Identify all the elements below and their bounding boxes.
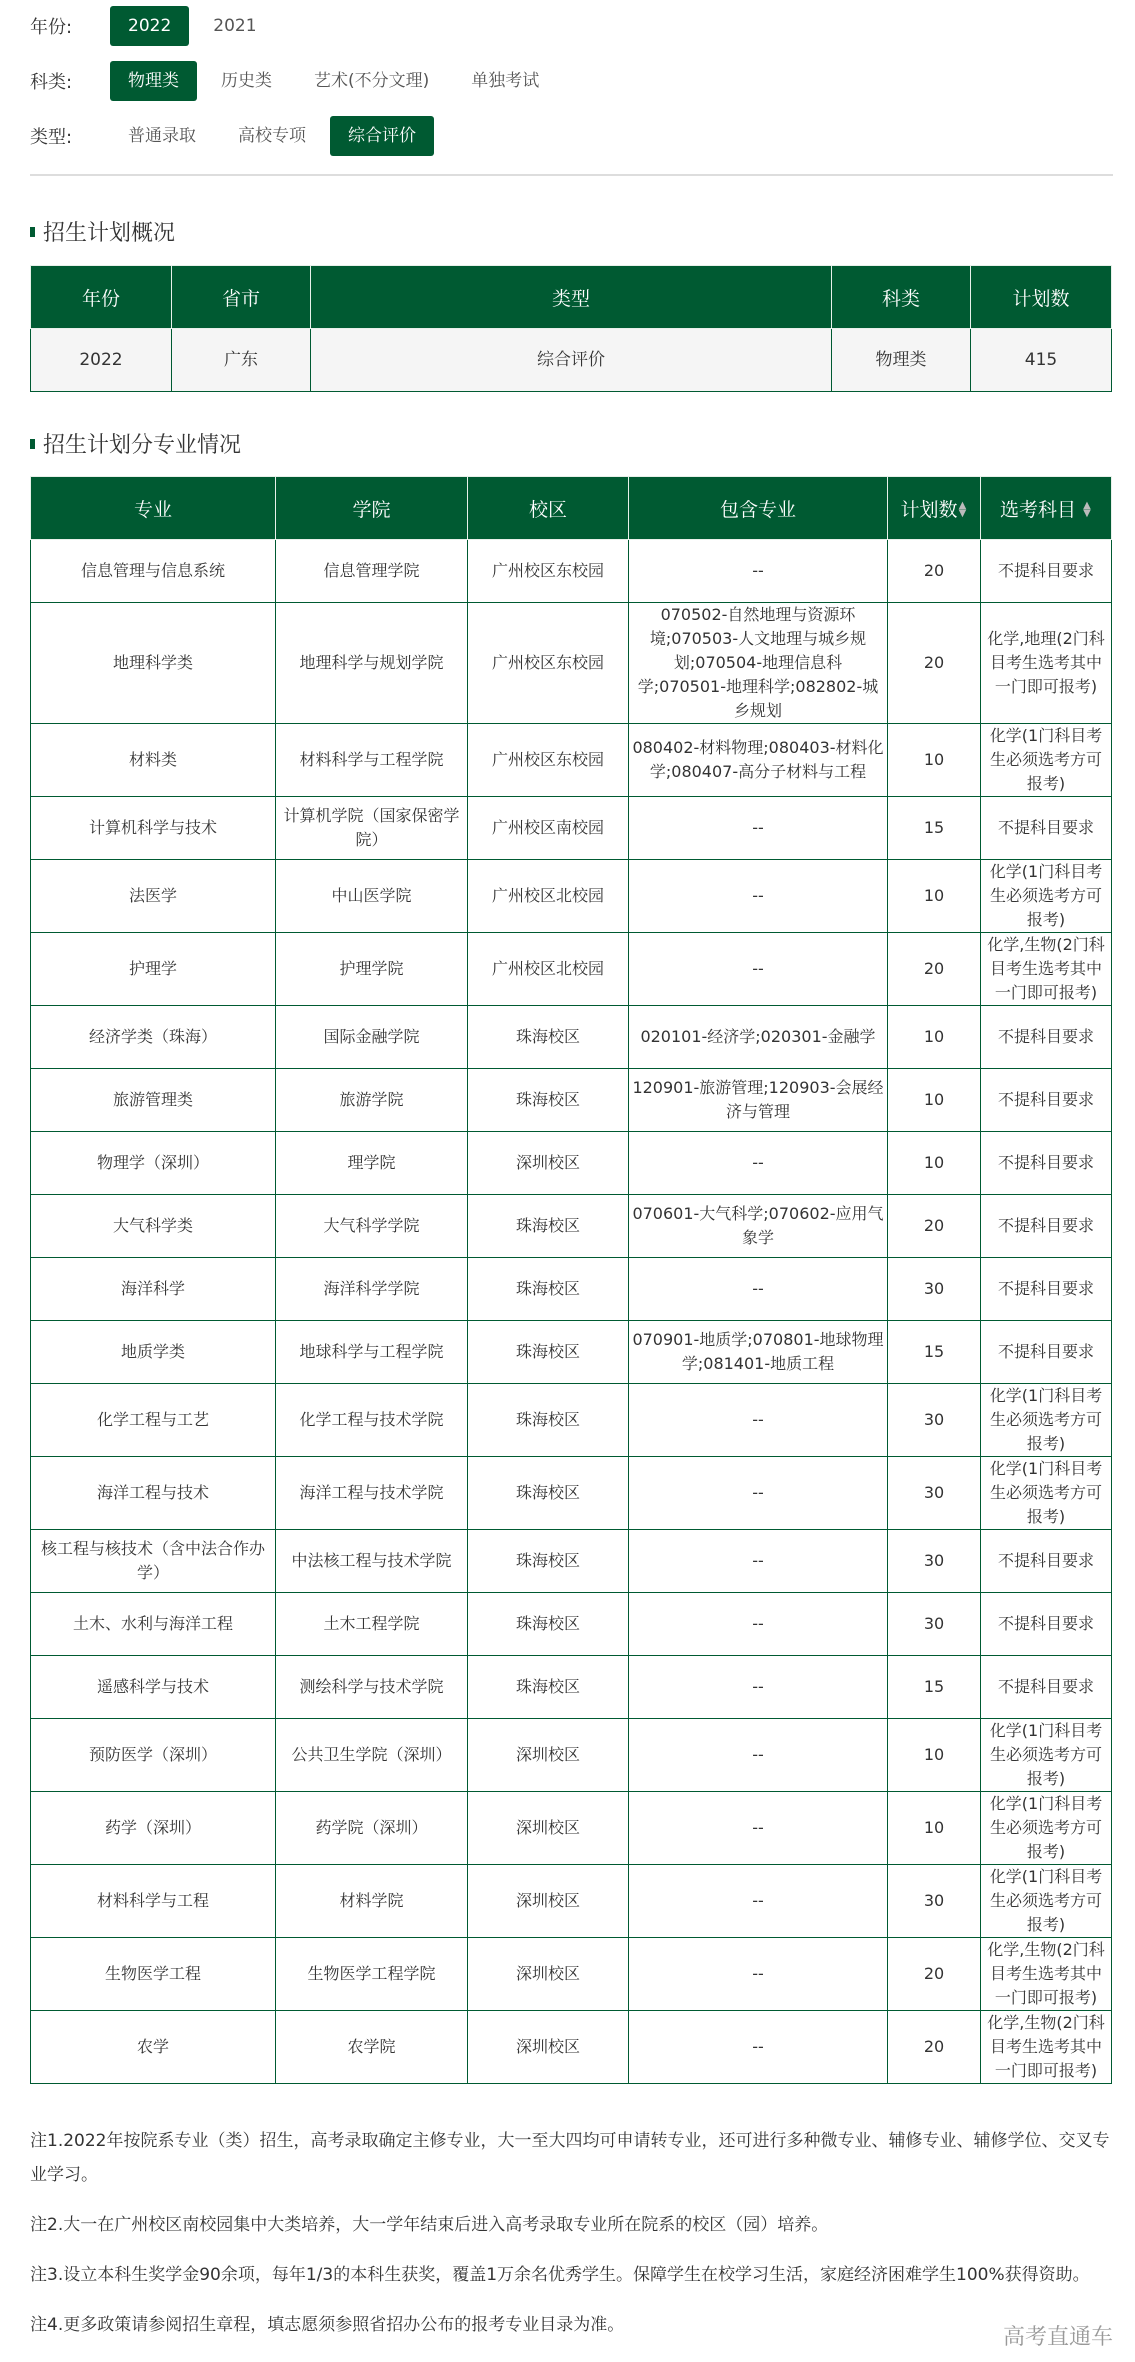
cell-plan: 20 <box>888 603 981 724</box>
cell-plan: 15 <box>888 1321 981 1384</box>
table-row <box>31 1938 1112 2011</box>
cell-included: -- <box>629 1865 888 1938</box>
cell-college: 地球科学与工程学院 <box>276 1321 468 1384</box>
filter-label: 类型: <box>30 127 73 148</box>
cell-subjects: 化学(1门科目考生必须选考方可报考) <box>981 724 1112 797</box>
table-row <box>31 603 1112 724</box>
table-row <box>31 1258 1112 1321</box>
cell-college: 公共卫生学院（深圳） <box>276 1719 468 1792</box>
bullet-icon <box>30 439 35 449</box>
section-title-overview: 招生计划概况 <box>30 216 175 247</box>
filter-option[interactable]: 高校专项 <box>238 126 306 146</box>
cell-college: 土木工程学院 <box>276 1593 468 1656</box>
cell-included: -- <box>629 1792 888 1865</box>
cell-subjects: 不提科目要求 <box>981 1195 1112 1258</box>
cell-campus: 珠海校区 <box>468 1656 629 1719</box>
cell-campus: 深圳校区 <box>468 1792 629 1865</box>
cell-type: 综合评价 <box>311 329 832 392</box>
table-row <box>31 1384 1112 1457</box>
cell-college: 地理科学与规划学院 <box>276 603 468 724</box>
cell-plan: 20 <box>888 1938 981 2011</box>
cell-campus: 广州校区东校园 <box>468 540 629 603</box>
cell-included: -- <box>629 1656 888 1719</box>
cell-included: -- <box>629 540 888 603</box>
cell-college: 测绘科学与技术学院 <box>276 1656 468 1719</box>
cell-college: 海洋工程与技术学院 <box>276 1457 468 1530</box>
divider <box>30 174 1113 176</box>
table-row <box>31 1593 1112 1656</box>
cell-plan: 20 <box>888 933 981 1006</box>
cell-included: 070601-大气科学;070602-应用气象学 <box>629 1195 888 1258</box>
cell-campus: 珠海校区 <box>468 1069 629 1132</box>
cell-campus: 深圳校区 <box>468 2011 629 2084</box>
section-title-majors: 招生计划分专业情况 <box>30 428 241 459</box>
cell-college: 化学工程与技术学院 <box>276 1384 468 1457</box>
cell-major: 生物医学工程 <box>31 1938 276 2011</box>
filter-option[interactable]: 2021 <box>213 16 257 36</box>
col-plan: 计划数 <box>971 266 1112 329</box>
overview-table <box>30 265 1112 392</box>
cell-subjects: 化学(1门科目考生必须选考方可报考) <box>981 1865 1112 1938</box>
table-row <box>31 1195 1112 1258</box>
cell-major: 材料类 <box>31 724 276 797</box>
cell-included: 120901-旅游管理;120903-会展经济与管理 <box>629 1069 888 1132</box>
cell-college: 材料学院 <box>276 1865 468 1938</box>
cell-subjects: 不提科目要求 <box>981 1132 1112 1195</box>
cell-college: 药学院（深圳） <box>276 1792 468 1865</box>
filter-option[interactable]: 艺术(不分文理) <box>314 71 430 91</box>
cell-subjects: 不提科目要求 <box>981 540 1112 603</box>
cell-plan: 20 <box>888 540 981 603</box>
col-type: 类型 <box>311 266 832 329</box>
cell-subjects: 不提科目要求 <box>981 1258 1112 1321</box>
note-4: 注4.更多政策请参阅招生章程，填志愿须参照省招办公布的报考专业目录为准。 <box>30 2315 625 2335</box>
table-row <box>31 1865 1112 1938</box>
table-row <box>31 1132 1112 1195</box>
cell-campus: 珠海校区 <box>468 1384 629 1457</box>
table-row <box>31 860 1112 933</box>
cell-college: 理学院 <box>276 1132 468 1195</box>
cell-included: 070901-地质学;070801-地球物理学;081401-地质工程 <box>629 1321 888 1384</box>
cell-major: 材料科学与工程 <box>31 1865 276 1938</box>
cell-major: 信息管理与信息系统 <box>31 540 276 603</box>
cell-plan: 30 <box>888 1457 981 1530</box>
cell-plan: 30 <box>888 1384 981 1457</box>
filter-category <box>30 61 563 101</box>
col-subjects-sortable[interactable]: 选考科目 ▲ ▼ <box>981 477 1112 540</box>
filter-label: 科类: <box>30 72 73 93</box>
filter-option[interactable]: 普通录取 <box>128 126 196 146</box>
cell-subjects: 不提科目要求 <box>981 1656 1112 1719</box>
cell-plan: 30 <box>888 1865 981 1938</box>
cell-plan: 10 <box>888 860 981 933</box>
cell-plan: 30 <box>888 1530 981 1593</box>
cell-included: -- <box>629 1593 888 1656</box>
cell-campus: 广州校区南校园 <box>468 797 629 860</box>
cell-plan: 15 <box>888 797 981 860</box>
cell-category: 物理类 <box>832 329 971 392</box>
cell-college: 计算机学院（国家保密学院） <box>276 797 468 860</box>
cell-major: 土木、水利与海洋工程 <box>31 1593 276 1656</box>
cell-included: -- <box>629 860 888 933</box>
cell-major: 地质学类 <box>31 1321 276 1384</box>
cell-plan: 10 <box>888 1006 981 1069</box>
cell-college: 生物医学工程学院 <box>276 1938 468 2011</box>
col-province: 省市 <box>172 266 311 329</box>
cell-campus: 珠海校区 <box>468 1321 629 1384</box>
note-1: 注1.2022年按院系专业（类）招生，高考录取确定主修专业，大一至大四均可申请转专业，还可进行多种微专业、辅修专业、辅修学位、交叉专业学习。 <box>30 2131 1110 2185</box>
table-row <box>31 1069 1112 1132</box>
cell-major: 遥感科学与技术 <box>31 1656 276 1719</box>
bullet-icon <box>30 227 35 237</box>
table-row <box>31 540 1112 603</box>
col-year: 年份 <box>31 266 172 329</box>
cell-subjects: 不提科目要求 <box>981 1321 1112 1384</box>
cell-plan: 30 <box>888 1593 981 1656</box>
cell-plan: 20 <box>888 1195 981 1258</box>
filter-option[interactable]: 综合评价 <box>330 116 434 156</box>
cell-included: -- <box>629 1530 888 1593</box>
cell-included: 080402-材料物理;080403-材料化学;080407-高分子材料与工程 <box>629 724 888 797</box>
cell-college: 国际金融学院 <box>276 1006 468 1069</box>
table-header-row <box>31 477 1112 540</box>
cell-college: 材料科学与工程学院 <box>276 724 468 797</box>
cell-subjects: 化学(1门科目考生必须选考方可报考) <box>981 1384 1112 1457</box>
cell-included: -- <box>629 1938 888 2011</box>
cell-subjects: 不提科目要求 <box>981 797 1112 860</box>
cell-subjects: 化学,生物(2门科目考生选考其中一门即可报考) <box>981 2011 1112 2084</box>
cell-major: 经济学类（珠海） <box>31 1006 276 1069</box>
sort-icon[interactable]: ▲ ▼ <box>1083 500 1091 519</box>
cell-plan: 415 <box>971 329 1112 392</box>
cell-included: -- <box>629 1457 888 1530</box>
majors-table <box>30 476 1112 2084</box>
cell-major: 旅游管理类 <box>31 1069 276 1132</box>
cell-college: 海洋科学学院 <box>276 1258 468 1321</box>
cell-major: 预防医学（深圳） <box>31 1719 276 1792</box>
cell-subjects: 不提科目要求 <box>981 1593 1112 1656</box>
cell-campus: 深圳校区 <box>468 1132 629 1195</box>
table-row <box>31 724 1112 797</box>
filter-label: 年份: <box>30 17 73 38</box>
cell-campus: 深圳校区 <box>468 1938 629 2011</box>
cell-subjects: 化学(1门科目考生必须选考方可报考) <box>981 1792 1112 1865</box>
cell-major: 大气科学类 <box>31 1195 276 1258</box>
cell-plan: 30 <box>888 1258 981 1321</box>
cell-subjects: 化学(1门科目考生必须选考方可报考) <box>981 1457 1112 1530</box>
cell-included: -- <box>629 797 888 860</box>
col-plan-sortable[interactable]: 计划数▲ ▼ <box>888 477 981 540</box>
cell-subjects: 化学(1门科目考生必须选考方可报考) <box>981 1719 1112 1792</box>
table-row <box>31 2011 1112 2084</box>
cell-subjects: 化学,地理(2门科目考生选考其中一门即可报考) <box>981 603 1112 724</box>
cell-plan: 10 <box>888 1719 981 1792</box>
col-category: 科类 <box>832 266 971 329</box>
cell-included: -- <box>629 1132 888 1195</box>
cell-major: 地理科学类 <box>31 603 276 724</box>
cell-campus: 广州校区北校园 <box>468 860 629 933</box>
cell-campus: 深圳校区 <box>468 1865 629 1938</box>
cell-subjects: 化学,生物(2门科目考生选考其中一门即可报考) <box>981 1938 1112 2011</box>
col-included: 包含专业 <box>629 477 888 540</box>
cell-subjects: 化学,生物(2门科目考生选考其中一门即可报考) <box>981 933 1112 1006</box>
cell-included: -- <box>629 1258 888 1321</box>
cell-campus: 珠海校区 <box>468 1593 629 1656</box>
cell-major: 海洋工程与技术 <box>31 1457 276 1530</box>
cell-campus: 珠海校区 <box>468 1195 629 1258</box>
note-2: 注2.大一在广州校区南校园集中大类培养，大一学年结束后进入高考录取专业所在院系的校区（园）培养。 <box>30 2215 829 2235</box>
filter-year <box>30 6 281 46</box>
cell-included: -- <box>629 2011 888 2084</box>
cell-included: -- <box>629 1384 888 1457</box>
cell-college: 大气科学学院 <box>276 1195 468 1258</box>
cell-major: 护理学 <box>31 933 276 1006</box>
cell-major: 海洋科学 <box>31 1258 276 1321</box>
note-3: 注3.设立本科生奖学金90余项，每年1/3的本科生获奖，覆盖1万余名优秀学生。保障学生在校学习生活，家庭经济困难学生100%获得资助。 <box>30 2265 1090 2285</box>
sort-icon[interactable]: ▲ ▼ <box>958 500 967 519</box>
cell-plan: 10 <box>888 1132 981 1195</box>
cell-major: 药学（深圳） <box>31 1792 276 1865</box>
cell-campus: 广州校区东校园 <box>468 603 629 724</box>
table-row <box>31 1656 1112 1719</box>
cell-campus: 珠海校区 <box>468 1258 629 1321</box>
cell-major: 化学工程与工艺 <box>31 1384 276 1457</box>
cell-major: 农学 <box>31 2011 276 2084</box>
cell-plan: 10 <box>888 1792 981 1865</box>
filter-option[interactable]: 物理类 <box>110 61 197 101</box>
filter-option[interactable]: 单独考试 <box>471 71 540 91</box>
cell-college: 护理学院 <box>276 933 468 1006</box>
cell-campus: 深圳校区 <box>468 1719 629 1792</box>
cell-campus: 珠海校区 <box>468 1457 629 1530</box>
filter-type <box>30 116 440 156</box>
cell-major: 法医学 <box>31 860 276 933</box>
cell-college: 中法核工程与技术学院 <box>276 1530 468 1593</box>
table-row <box>31 797 1112 860</box>
cell-subjects: 不提科目要求 <box>981 1530 1112 1593</box>
cell-plan: 15 <box>888 1656 981 1719</box>
table-row <box>31 1792 1112 1865</box>
table-row <box>31 933 1112 1006</box>
table-row <box>31 329 1112 392</box>
cell-subjects: 不提科目要求 <box>981 1069 1112 1132</box>
cell-campus: 广州校区北校园 <box>468 933 629 1006</box>
notes <box>30 2124 1115 2358</box>
filter-option[interactable]: 2022 <box>110 6 189 46</box>
table-row <box>31 1530 1112 1593</box>
table-row <box>31 1006 1112 1069</box>
watermark: 高考直通车 <box>1002 2325 1113 2350</box>
cell-included: -- <box>629 933 888 1006</box>
cell-plan: 10 <box>888 1069 981 1132</box>
cell-year: 2022 <box>31 329 172 392</box>
cell-subjects: 不提科目要求 <box>981 1006 1112 1069</box>
cell-campus: 珠海校区 <box>468 1006 629 1069</box>
cell-campus: 珠海校区 <box>468 1530 629 1593</box>
table-header-row <box>31 266 1112 329</box>
cell-subjects: 化学(1门科目考生必须选考方可报考) <box>981 860 1112 933</box>
cell-college: 农学院 <box>276 2011 468 2084</box>
filter-option[interactable]: 历史类 <box>221 71 272 91</box>
col-major: 专业 <box>31 477 276 540</box>
cell-included: -- <box>629 1719 888 1792</box>
col-campus: 校区 <box>468 477 629 540</box>
cell-major: 计算机科学与技术 <box>31 797 276 860</box>
cell-major: 物理学（深圳） <box>31 1132 276 1195</box>
cell-plan: 20 <box>888 2011 981 2084</box>
cell-included: 070502-自然地理与资源环境;070503-人文地理与城乡规划;070504-地理信息科学;070501-地理科学;082802-城乡规划 <box>629 603 888 724</box>
cell-college: 信息管理学院 <box>276 540 468 603</box>
col-college: 学院 <box>276 477 468 540</box>
cell-province: 广东 <box>172 329 311 392</box>
table-row <box>31 1719 1112 1792</box>
table-row <box>31 1457 1112 1530</box>
cell-college: 中山医学院 <box>276 860 468 933</box>
table-row <box>31 1321 1112 1384</box>
cell-campus: 广州校区东校园 <box>468 724 629 797</box>
cell-college: 旅游学院 <box>276 1069 468 1132</box>
cell-major: 核工程与核技术（含中法合作办学） <box>31 1530 276 1593</box>
cell-plan: 10 <box>888 724 981 797</box>
cell-included: 020101-经济学;020301-金融学 <box>629 1006 888 1069</box>
